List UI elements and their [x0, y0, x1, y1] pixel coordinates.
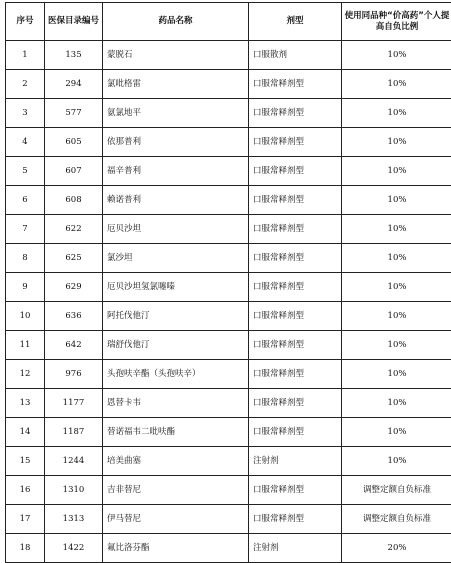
cell-code: 1310	[45, 476, 103, 505]
cell-drug-name: 替诺福韦二吡呋酯	[103, 418, 249, 447]
cell-no: 13	[6, 389, 45, 418]
cell-dosage-form: 注射剂	[249, 534, 342, 563]
cell-dosage-form: 口服常释剂型	[249, 389, 342, 418]
cell-no: 5	[6, 157, 45, 186]
cell-dosage-form: 口服常释剂型	[249, 157, 342, 186]
table-row	[6, 273, 451, 302]
cell-drug-name: 厄贝沙坦	[103, 215, 249, 244]
header-form: 剂型	[249, 3, 342, 41]
cell-no: 15	[6, 447, 45, 476]
cell-dosage-form: 口服常释剂型	[249, 360, 342, 389]
cell-code: 636	[45, 302, 103, 331]
table-row	[6, 302, 451, 331]
cell-dosage-form: 口服常释剂型	[249, 505, 342, 534]
table-row	[6, 505, 451, 534]
cell-ratio: 10%	[342, 331, 451, 360]
cell-dosage-form: 口服常释剂型	[249, 302, 342, 331]
cell-ratio: 调整定额自负标准	[342, 476, 451, 505]
header-code: 医保目录编号	[45, 3, 103, 41]
cell-code: 577	[45, 99, 103, 128]
drug-table-container	[5, 2, 447, 563]
cell-no: 16	[6, 476, 45, 505]
cell-code: 622	[45, 215, 103, 244]
cell-ratio: 10%	[342, 215, 451, 244]
cell-no: 4	[6, 128, 45, 157]
cell-ratio: 调整定额自负标准	[342, 505, 451, 534]
table-row	[6, 215, 451, 244]
cell-ratio: 10%	[342, 360, 451, 389]
cell-dosage-form: 口服常释剂型	[249, 215, 342, 244]
cell-drug-name: 氯沙坦	[103, 244, 249, 273]
cell-code: 1187	[45, 418, 103, 447]
cell-no: 2	[6, 70, 45, 99]
cell-code: 135	[45, 41, 103, 70]
cell-code: 1422	[45, 534, 103, 563]
cell-no: 9	[6, 273, 45, 302]
cell-dosage-form: 口服常释剂型	[249, 418, 342, 447]
cell-dosage-form: 口服常释剂型	[249, 186, 342, 215]
cell-drug-name: 吉非替尼	[103, 476, 249, 505]
cell-dosage-form: 口服常释剂型	[249, 128, 342, 157]
cell-no: 18	[6, 534, 45, 563]
cell-code: 642	[45, 331, 103, 360]
cell-code: 607	[45, 157, 103, 186]
cell-drug-name: 培美曲塞	[103, 447, 249, 476]
cell-no: 8	[6, 244, 45, 273]
cell-drug-name: 头孢呋辛酯（头孢呋辛）	[103, 360, 249, 389]
cell-dosage-form: 口服常释剂型	[249, 244, 342, 273]
cell-drug-name: 福辛普利	[103, 157, 249, 186]
cell-dosage-form: 口服常释剂型	[249, 70, 342, 99]
cell-dosage-form: 注射剂	[249, 447, 342, 476]
cell-code: 605	[45, 128, 103, 157]
cell-drug-name: 厄贝沙坦氢氯噻嗪	[103, 273, 249, 302]
drug-ratio-table	[5, 2, 451, 563]
cell-drug-name: 蒙脱石	[103, 41, 249, 70]
table-row	[6, 331, 451, 360]
table-row	[6, 41, 451, 70]
cell-no: 10	[6, 302, 45, 331]
table-row	[6, 186, 451, 215]
table-row	[6, 99, 451, 128]
cell-ratio: 10%	[342, 99, 451, 128]
cell-ratio: 10%	[342, 273, 451, 302]
cell-no: 14	[6, 418, 45, 447]
cell-code: 608	[45, 186, 103, 215]
table-row	[6, 244, 451, 273]
cell-dosage-form: 口服常释剂型	[249, 476, 342, 505]
cell-code: 625	[45, 244, 103, 273]
cell-ratio: 10%	[342, 186, 451, 215]
table-row	[6, 389, 451, 418]
cell-no: 6	[6, 186, 45, 215]
table-body	[6, 41, 451, 563]
cell-ratio: 10%	[342, 70, 451, 99]
cell-no: 7	[6, 215, 45, 244]
cell-code: 1313	[45, 505, 103, 534]
cell-code: 976	[45, 360, 103, 389]
cell-no: 12	[6, 360, 45, 389]
table-row	[6, 157, 451, 186]
table-row	[6, 534, 451, 563]
header-ratio: 使用同品种“价高药”个人提高自负比例	[342, 3, 451, 41]
table-row	[6, 128, 451, 157]
cell-code: 1244	[45, 447, 103, 476]
cell-drug-name: 瑞舒伐他汀	[103, 331, 249, 360]
cell-drug-name: 依那普利	[103, 128, 249, 157]
cell-ratio: 10%	[342, 418, 451, 447]
cell-ratio: 10%	[342, 157, 451, 186]
cell-ratio: 10%	[342, 128, 451, 157]
cell-ratio: 10%	[342, 447, 451, 476]
cell-drug-name: 氯吡格雷	[103, 70, 249, 99]
cell-drug-name: 伊马替尼	[103, 505, 249, 534]
cell-ratio: 10%	[342, 244, 451, 273]
table-row	[6, 476, 451, 505]
cell-drug-name: 恩替卡韦	[103, 389, 249, 418]
table-row	[6, 447, 451, 476]
cell-drug-name: 氨氯地平	[103, 99, 249, 128]
cell-ratio: 10%	[342, 389, 451, 418]
cell-code: 629	[45, 273, 103, 302]
cell-drug-name: 氟比洛芬酯	[103, 534, 249, 563]
cell-dosage-form: 口服常释剂型	[249, 331, 342, 360]
cell-drug-name: 阿托伐他汀	[103, 302, 249, 331]
header-no: 序号	[6, 3, 45, 41]
cell-no: 3	[6, 99, 45, 128]
cell-no: 11	[6, 331, 45, 360]
cell-dosage-form: 口服常释剂型	[249, 273, 342, 302]
cell-ratio: 10%	[342, 41, 451, 70]
cell-ratio: 10%	[342, 302, 451, 331]
cell-drug-name: 赖诺普利	[103, 186, 249, 215]
table-row	[6, 360, 451, 389]
table-header-row	[6, 3, 451, 41]
table-row	[6, 70, 451, 99]
cell-code: 1177	[45, 389, 103, 418]
cell-code: 294	[45, 70, 103, 99]
cell-dosage-form: 口服散剂	[249, 41, 342, 70]
table-row	[6, 418, 451, 447]
cell-no: 1	[6, 41, 45, 70]
cell-dosage-form: 口服常释剂型	[249, 99, 342, 128]
cell-no: 17	[6, 505, 45, 534]
cell-ratio: 20%	[342, 534, 451, 563]
header-name: 药品名称	[103, 3, 249, 41]
